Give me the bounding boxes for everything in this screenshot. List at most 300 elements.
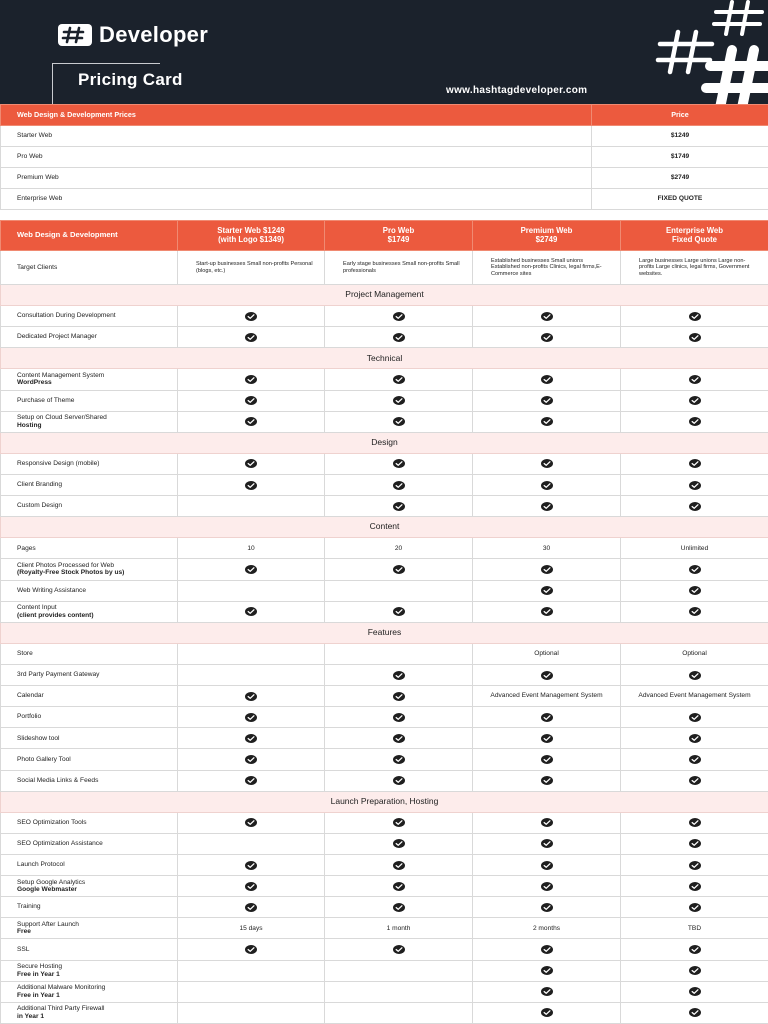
table-row [1, 559, 768, 580]
feature-header-service: Web Design & Development [1, 221, 178, 251]
feature-cell [473, 474, 621, 495]
feature-cell [178, 643, 325, 664]
feature-cell [621, 496, 768, 517]
feature-label-text: Launch Protocol [17, 861, 65, 869]
feature-cell [178, 306, 325, 327]
feature-label [1, 770, 178, 791]
feature-cell [621, 833, 768, 854]
feature-label [1, 749, 178, 770]
feature-cell [325, 960, 473, 981]
feature-cell [178, 474, 325, 495]
feature-label [1, 453, 178, 474]
feature-label-text: Client Photos Processed for Web [17, 561, 115, 569]
feature-label-text: 3rd Party Payment Gateway [17, 671, 100, 679]
feature-cell: 1 month [325, 918, 473, 939]
feature-cell [178, 728, 325, 749]
check-icon [245, 333, 257, 342]
feature-cell [325, 1002, 473, 1023]
table-row [1, 749, 768, 770]
feature-cell [621, 559, 768, 580]
feature-label [1, 960, 178, 981]
plan-price: FIXED QUOTE [592, 189, 768, 210]
feature-cell [621, 1002, 768, 1023]
section-header-row [1, 348, 768, 369]
check-icon [245, 755, 257, 764]
feature-cell [621, 812, 768, 833]
feature-label-text: Content Input [17, 604, 57, 612]
check-icon [245, 945, 257, 954]
check-icon [689, 565, 701, 574]
table-row [1, 960, 768, 981]
check-icon [245, 459, 257, 468]
check-icon [541, 903, 553, 912]
section-title: Launch Preparation, Hosting [1, 791, 768, 812]
feature-cell [473, 1002, 621, 1023]
check-icon [541, 987, 553, 996]
feature-cell [621, 897, 768, 918]
plan-price: $1249 [592, 126, 768, 147]
feature-cell [178, 833, 325, 854]
feature-cell [325, 306, 473, 327]
feature-label [1, 686, 178, 707]
feature-cell [325, 686, 473, 707]
check-icon [541, 586, 553, 595]
feature-cell: 15 days [178, 918, 325, 939]
check-icon [541, 713, 553, 722]
check-icon [541, 671, 553, 680]
section-title: Technical [1, 348, 768, 369]
feature-cell [621, 854, 768, 875]
feature-label [1, 664, 178, 685]
feature-label-text: Setup Google Analytics [17, 878, 86, 886]
check-icon [541, 417, 553, 426]
check-icon [541, 839, 553, 848]
check-icon [689, 987, 701, 996]
check-icon [393, 333, 405, 342]
feature-label-text: Calendar [17, 692, 44, 700]
feature-label-text: SSL [17, 945, 30, 953]
feature-cell [325, 390, 473, 411]
feature-label [1, 411, 178, 432]
plan-header-pro: Pro Web $1749 [325, 221, 473, 251]
feature-label-text: Photo Gallery Tool [17, 755, 71, 763]
feature-label-text: Additional Third Party Firewall [17, 1005, 105, 1013]
feature-label-detail: Free [17, 928, 31, 936]
section-header-row [1, 517, 768, 538]
feature-label-text: Setup on Cloud Server/Shared [17, 414, 107, 422]
feature-cell [473, 854, 621, 875]
check-icon [541, 459, 553, 468]
check-icon [541, 882, 553, 891]
check-icon [245, 396, 257, 405]
feature-cell [473, 770, 621, 791]
feature-cell: 10 [178, 538, 325, 559]
table-row [1, 664, 768, 685]
feature-cell [473, 833, 621, 854]
check-icon [541, 755, 553, 764]
check-icon [689, 417, 701, 426]
feature-cell [325, 833, 473, 854]
feature-cell: Advanced Event Management System [621, 686, 768, 707]
feature-cell [473, 580, 621, 601]
section-header-row [1, 285, 768, 306]
table-row [1, 369, 768, 390]
feature-cell [473, 960, 621, 981]
feature-cell: Advanced Event Management System [473, 686, 621, 707]
feature-cell [325, 664, 473, 685]
feature-cell [325, 981, 473, 1002]
feature-cell [325, 897, 473, 918]
table-row [1, 306, 768, 327]
feature-cell [325, 474, 473, 495]
check-icon [393, 396, 405, 405]
feature-cell [325, 411, 473, 432]
check-icon [689, 396, 701, 405]
feature-label [1, 812, 178, 833]
check-icon [393, 312, 405, 321]
feature-cell [621, 474, 768, 495]
table-row [1, 147, 768, 168]
target-clients-pro: Early stage businesses Small non-profits Small professionals [325, 251, 473, 285]
feature-label-detail: in Year 1 [17, 1012, 45, 1020]
table-row [1, 833, 768, 854]
feature-label [1, 327, 178, 348]
feature-label [1, 939, 178, 960]
feature-cell [621, 728, 768, 749]
check-icon [689, 607, 701, 616]
check-icon [541, 861, 553, 870]
feature-cell [473, 559, 621, 580]
feature-cell [473, 411, 621, 432]
feature-cell [325, 496, 473, 517]
feature-cell [621, 601, 768, 622]
feature-cell [178, 854, 325, 875]
feature-label [1, 707, 178, 728]
check-icon [393, 692, 405, 701]
check-icon [541, 818, 553, 827]
target-clients-row [1, 251, 768, 285]
feature-cell [621, 411, 768, 432]
check-icon [245, 312, 257, 321]
feature-label [1, 538, 178, 559]
feature-cell [473, 749, 621, 770]
feature-cell [178, 897, 325, 918]
table-row [1, 327, 768, 348]
feature-cell [178, 496, 325, 517]
check-icon [689, 945, 701, 954]
check-icon [393, 502, 405, 511]
check-icon [689, 375, 701, 384]
check-icon [393, 713, 405, 722]
feature-label [1, 854, 178, 875]
check-icon [689, 1008, 701, 1017]
check-icon [393, 882, 405, 891]
table-row [1, 812, 768, 833]
feature-cell [473, 707, 621, 728]
table-row [1, 981, 768, 1002]
brand-logo [55, 22, 208, 48]
check-icon [689, 713, 701, 722]
table-row [1, 126, 768, 147]
check-icon [541, 396, 553, 405]
check-icon [393, 607, 405, 616]
check-icon [245, 882, 257, 891]
feature-cell [621, 580, 768, 601]
feature-cell [325, 749, 473, 770]
feature-cell [473, 897, 621, 918]
feature-cell [325, 369, 473, 390]
feature-cell [473, 601, 621, 622]
check-icon [689, 861, 701, 870]
feature-cell [325, 728, 473, 749]
feature-cell: Optional [621, 643, 768, 664]
check-icon [393, 481, 405, 490]
feature-cell [473, 306, 621, 327]
feature-label-detail: Google Webmaster [17, 886, 77, 894]
check-icon [245, 607, 257, 616]
table-row [1, 918, 768, 939]
table-row [1, 939, 768, 960]
feature-cell [473, 728, 621, 749]
feature-label-text: Custom Design [17, 502, 63, 510]
feature-label-text: Portfolio [17, 713, 42, 721]
check-icon [245, 903, 257, 912]
check-icon [689, 903, 701, 912]
feature-cell: TBD [621, 918, 768, 939]
feature-label-detail: (client provides content) [17, 611, 94, 619]
section-title: Content [1, 517, 768, 538]
section-title: Project Management [1, 285, 768, 306]
feature-cell [325, 770, 473, 791]
table-row [1, 728, 768, 749]
table-row [1, 474, 768, 495]
feature-label [1, 728, 178, 749]
feature-table-body [1, 285, 768, 1024]
target-clients-label: Target Clients [1, 251, 178, 285]
price-header-price: Price [592, 105, 768, 126]
feature-label [1, 1002, 178, 1023]
check-icon [393, 459, 405, 468]
feature-cell [473, 812, 621, 833]
check-icon [541, 565, 553, 574]
feature-cell [178, 876, 325, 897]
feature-label [1, 496, 178, 517]
check-icon [689, 312, 701, 321]
feature-cell: Optional [473, 643, 621, 664]
feature-cell [178, 960, 325, 981]
feature-cell [621, 369, 768, 390]
check-icon [689, 333, 701, 342]
feature-label-text: Social Media Links & Feeds [17, 776, 99, 784]
check-icon [393, 818, 405, 827]
feature-label [1, 580, 178, 601]
feature-label [1, 390, 178, 411]
check-icon [245, 818, 257, 827]
feature-cell [178, 601, 325, 622]
feature-cell [178, 580, 325, 601]
feature-cell [621, 327, 768, 348]
check-icon [245, 565, 257, 574]
check-icon [541, 375, 553, 384]
feature-cell [178, 981, 325, 1002]
feature-cell [325, 580, 473, 601]
feature-label-text: Web Writing Assistance [17, 586, 87, 594]
feature-cell [325, 876, 473, 897]
table-row [1, 496, 768, 517]
plan-name: Enterprise Web [1, 189, 592, 210]
feature-cell [325, 643, 473, 664]
feature-label-text: Dedicated Project Manager [17, 333, 97, 341]
feature-cell [473, 453, 621, 474]
table-row [1, 707, 768, 728]
table-row [1, 770, 768, 791]
table-row [1, 854, 768, 875]
feature-cell [473, 369, 621, 390]
table-row [1, 168, 768, 189]
check-icon [541, 312, 553, 321]
check-icon [393, 945, 405, 954]
check-icon [689, 839, 701, 848]
feature-cell [621, 981, 768, 1002]
feature-cell [621, 939, 768, 960]
feature-cell [621, 770, 768, 791]
check-icon [541, 966, 553, 975]
check-icon [393, 861, 405, 870]
check-icon [689, 755, 701, 764]
feature-cell [325, 453, 473, 474]
price-header-service: Web Design & Development Prices [1, 105, 592, 126]
section-header-row [1, 622, 768, 643]
feature-label [1, 369, 178, 390]
feature-cell [473, 496, 621, 517]
feature-label [1, 876, 178, 897]
target-clients-enterprise: Large businesses Large unions Large non-profits Large clinics, legal firms, Government websites. [621, 251, 768, 285]
feature-cell [178, 411, 325, 432]
feature-cell [621, 749, 768, 770]
feature-cell [621, 390, 768, 411]
price-table-header [1, 105, 768, 126]
check-icon [245, 692, 257, 701]
feature-cell [621, 664, 768, 685]
table-row [1, 580, 768, 601]
check-icon [541, 1008, 553, 1017]
target-clients-starter: Start-up businesses Small non-profits Personal (blogs, etc.) [178, 251, 325, 285]
feature-label-text: Responsive Design (mobile) [17, 460, 100, 468]
feature-cell [621, 707, 768, 728]
feature-cell [325, 854, 473, 875]
feature-label [1, 474, 178, 495]
target-clients-premium: Established businesses Small unions Established non-profits Clinics, legal firms,E-Commerce sites [473, 251, 621, 285]
feature-cell [473, 939, 621, 960]
feature-cell [473, 876, 621, 897]
check-icon [245, 375, 257, 384]
check-icon [689, 502, 701, 511]
feature-label-text: SEO Optimization Assistance [17, 840, 103, 848]
check-icon [689, 671, 701, 680]
check-icon [541, 333, 553, 342]
feature-label [1, 833, 178, 854]
check-icon [541, 481, 553, 490]
feature-cell: 2 months [473, 918, 621, 939]
hashtag-decoration-icon [650, 0, 768, 104]
check-icon [393, 565, 405, 574]
check-icon [541, 502, 553, 511]
feature-label-text: Client Branding [17, 481, 63, 489]
plan-name: Premium Web [1, 168, 592, 189]
check-icon [541, 734, 553, 743]
section-title: Features [1, 622, 768, 643]
feature-cell [178, 686, 325, 707]
section-title: Design [1, 432, 768, 453]
feature-cell [325, 327, 473, 348]
check-icon [393, 755, 405, 764]
check-icon [541, 607, 553, 616]
check-icon [393, 671, 405, 680]
feature-label [1, 981, 178, 1002]
table-row [1, 453, 768, 474]
feature-label-text: Slideshow tool [17, 734, 60, 742]
feature-label [1, 643, 178, 664]
feature-table-header [1, 221, 768, 251]
feature-cell: Unlimited [621, 538, 768, 559]
check-icon [245, 417, 257, 426]
feature-cell [621, 876, 768, 897]
table-row [1, 411, 768, 432]
feature-label-text: Secure Hosting [17, 962, 63, 970]
price-table [0, 104, 768, 210]
check-icon [245, 861, 257, 870]
feature-label-text: Consultation During Development [17, 312, 116, 320]
feature-cell [473, 981, 621, 1002]
check-icon [541, 776, 553, 785]
feature-label-detail: Free in Year 1 [17, 991, 60, 999]
feature-label [1, 897, 178, 918]
feature-label-detail: (Royalty-Free Stock Photos by us) [17, 569, 125, 577]
section-header-row [1, 791, 768, 812]
plan-price: $1749 [592, 147, 768, 168]
feature-cell [178, 1002, 325, 1023]
feature-cell [178, 939, 325, 960]
feature-cell [178, 749, 325, 770]
feature-cell [325, 559, 473, 580]
feature-cell [621, 453, 768, 474]
feature-cell [621, 306, 768, 327]
feature-cell [325, 601, 473, 622]
table-row [1, 390, 768, 411]
section-header-row [1, 432, 768, 453]
feature-cell [325, 812, 473, 833]
table-row [1, 1002, 768, 1023]
check-icon [245, 713, 257, 722]
feature-cell [178, 707, 325, 728]
brand-name: Developer [99, 22, 209, 47]
feature-cell [621, 960, 768, 981]
website-link[interactable]: www.hashtagdeveloper.com [446, 85, 588, 96]
check-icon [689, 882, 701, 891]
table-row [1, 189, 768, 210]
table-row [1, 686, 768, 707]
feature-label-text: Purchase of Theme [17, 396, 75, 404]
feature-cell [178, 369, 325, 390]
page-title: Pricing Card [78, 70, 183, 89]
table-row [1, 876, 768, 897]
feature-label-text: SEO Optimization Tools [17, 819, 87, 826]
feature-cell [325, 707, 473, 728]
feature-cell [178, 812, 325, 833]
feature-cell [325, 939, 473, 960]
feature-label-detail: WordPress [17, 379, 52, 387]
feature-label-detail: Free in Year 1 [17, 970, 60, 978]
